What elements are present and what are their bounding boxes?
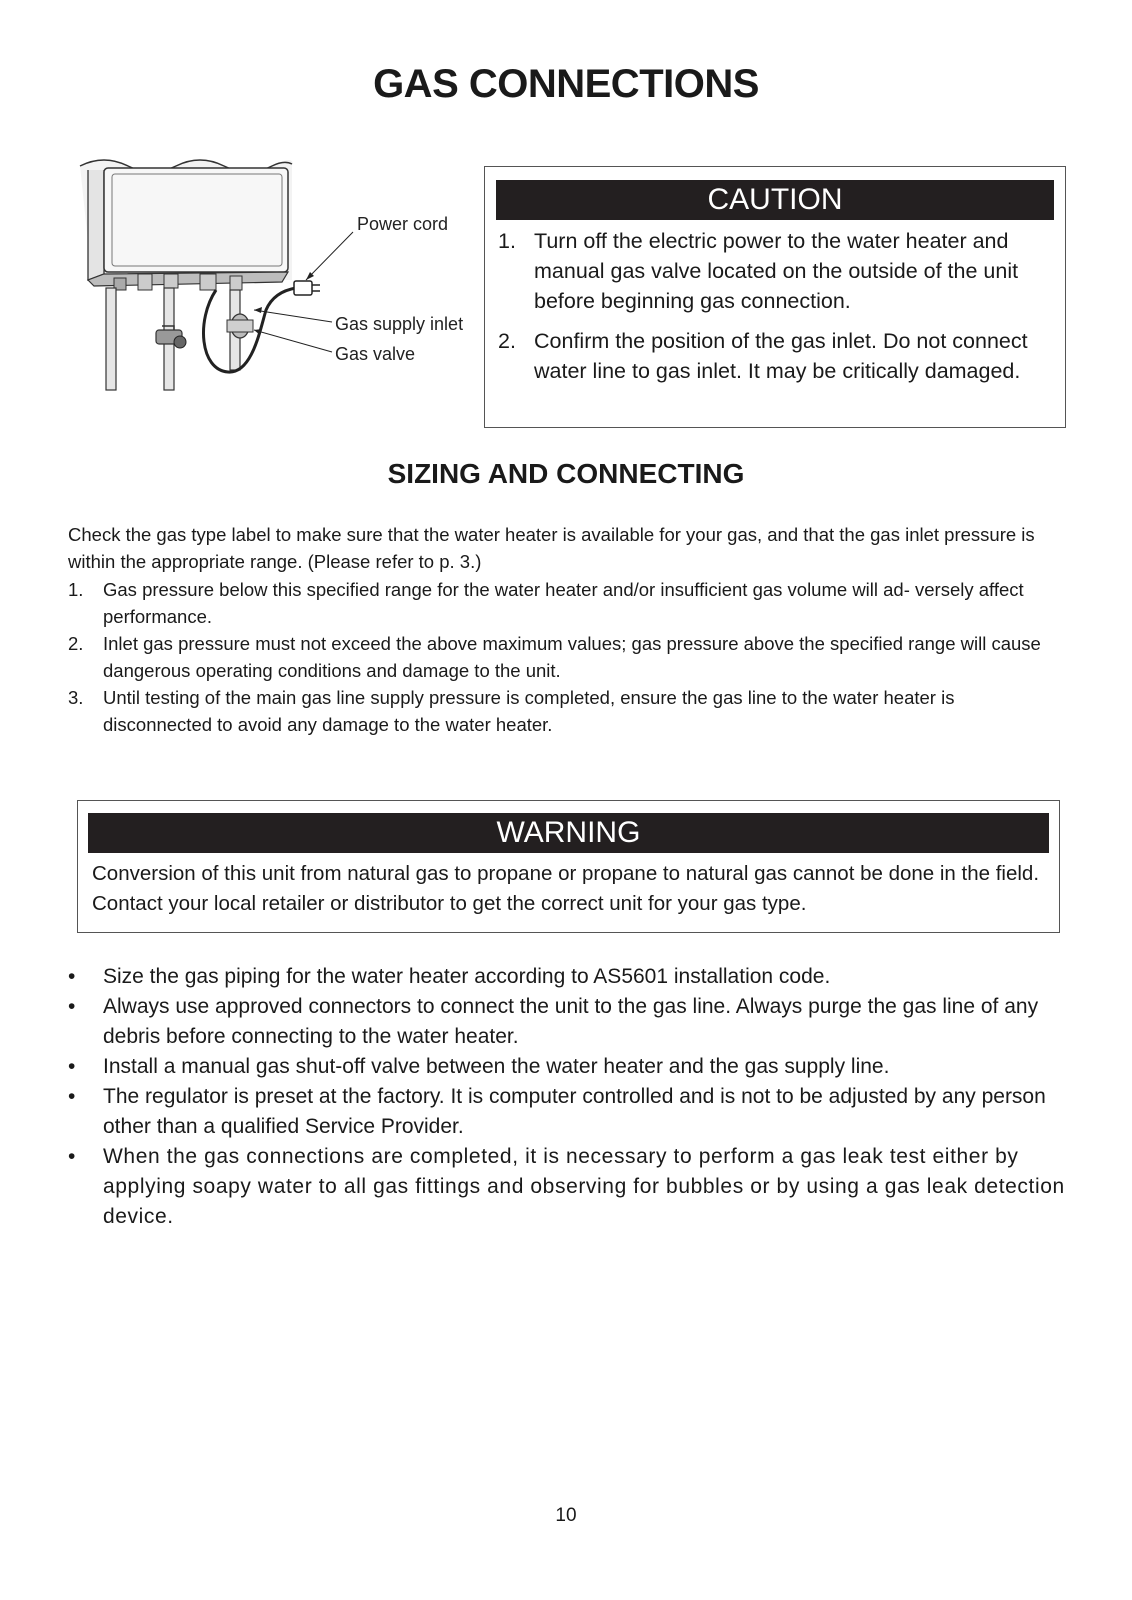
- gas-valve-label: Gas valve: [335, 344, 416, 364]
- water-heater-illustration: [70, 150, 480, 420]
- bullet-text: Install a manual gas shut-off valve between the water heater and the gas supply line.: [103, 1055, 890, 1078]
- caution-item: [485, 326, 1065, 386]
- sizing-list: [68, 576, 1068, 738]
- sizing-item: [68, 684, 1068, 738]
- warning-header: WARNING: [88, 813, 1049, 853]
- warning-text: Conversion of this unit from natural gas to propane or propane to natural gas cannot be done in the field. Contact your local retailer or distributor to get the correct unit for your gas type.: [92, 862, 1040, 915]
- gas-supply-inlet-label: Gas supply inlet: [335, 314, 464, 334]
- sizing-item-text: Until testing of the main gas line supply pressure is completed, ensure the gas line to the water heater is disconnected to avoid any damage to the water heater.: [103, 687, 955, 735]
- bullet-text: When the gas connections are completed, it is necessary to perform a gas leak test either by applying soapy water to all gas fittings and observing for bubbles or by using a gas leak detection device.: [103, 1145, 1065, 1228]
- bullet-text: Size the gas piping for the water heater according to AS5601 installation code.: [103, 965, 831, 988]
- water-heater-drawing: [70, 150, 480, 420]
- bullet-item: [68, 1082, 1068, 1142]
- sizing-item-text: Gas pressure below this specified range for the water heater and/or insufficient gas volume will ad- versely affect performance.: [103, 579, 1024, 627]
- sizing-item-text: Inlet gas pressure must not exceed the above maximum values; gas pressure above the specified range will cause dangerous operating conditions and damage to the unit.: [103, 633, 1041, 681]
- bullet-item: [68, 1052, 1068, 1082]
- bullet-text: Always use approved connectors to connect the unit to the gas line. Always purge the gas line of any debris before connecting to the water heater.: [103, 995, 1039, 1048]
- sizing-item-number: 3.: [68, 687, 84, 708]
- caution-item-number: 2.: [498, 329, 516, 353]
- section-title: SIZING AND CONNECTING: [387, 458, 745, 489]
- caution-item-text: Confirm the position of the gas inlet. Do not connect water line to gas inlet. It may be critically damaged.: [534, 329, 1028, 383]
- bullet-marker: •: [68, 1085, 76, 1108]
- sizing-item: [68, 630, 1068, 684]
- bullet-text: The regulator is preset at the factory. It is computer controlled and is not to be adjusted by any person other than a qualified Service Provider.: [103, 1085, 1046, 1138]
- bullet-marker: •: [68, 995, 76, 1018]
- bullet-item: [68, 992, 1068, 1052]
- sizing-item-number: 2.: [68, 633, 84, 654]
- warning-box: [77, 800, 1060, 933]
- caution-header: CAUTION: [496, 180, 1054, 220]
- page-title: GAS CONNECTIONS: [373, 62, 759, 106]
- page-number: 10: [555, 1505, 577, 1526]
- caution-item-text: Turn off the electric power to the water heater and manual gas valve located on the outside of the unit before beginning gas connection.: [534, 229, 1019, 313]
- bullet-marker: •: [68, 1055, 76, 1078]
- caution-box: [484, 166, 1066, 428]
- bullet-marker: •: [68, 1145, 76, 1168]
- power-cord-label: Power cord: [357, 214, 449, 234]
- gas-piping-bullets: [68, 962, 1068, 1232]
- sizing-intro: Check the gas type label to make sure that the water heater is available for your gas, and that the gas inlet pressure is within the appropriate range. (Please refer to p. 3.): [68, 524, 1035, 572]
- bullet-marker: •: [68, 965, 76, 988]
- caution-item-number: 1.: [498, 229, 516, 253]
- caution-list: [485, 226, 1065, 386]
- sizing-item-number: 1.: [68, 579, 84, 600]
- sizing-item: [68, 576, 1068, 630]
- bullet-item: [68, 962, 1068, 992]
- caution-item: [485, 226, 1065, 316]
- bullet-item: [68, 1142, 1068, 1232]
